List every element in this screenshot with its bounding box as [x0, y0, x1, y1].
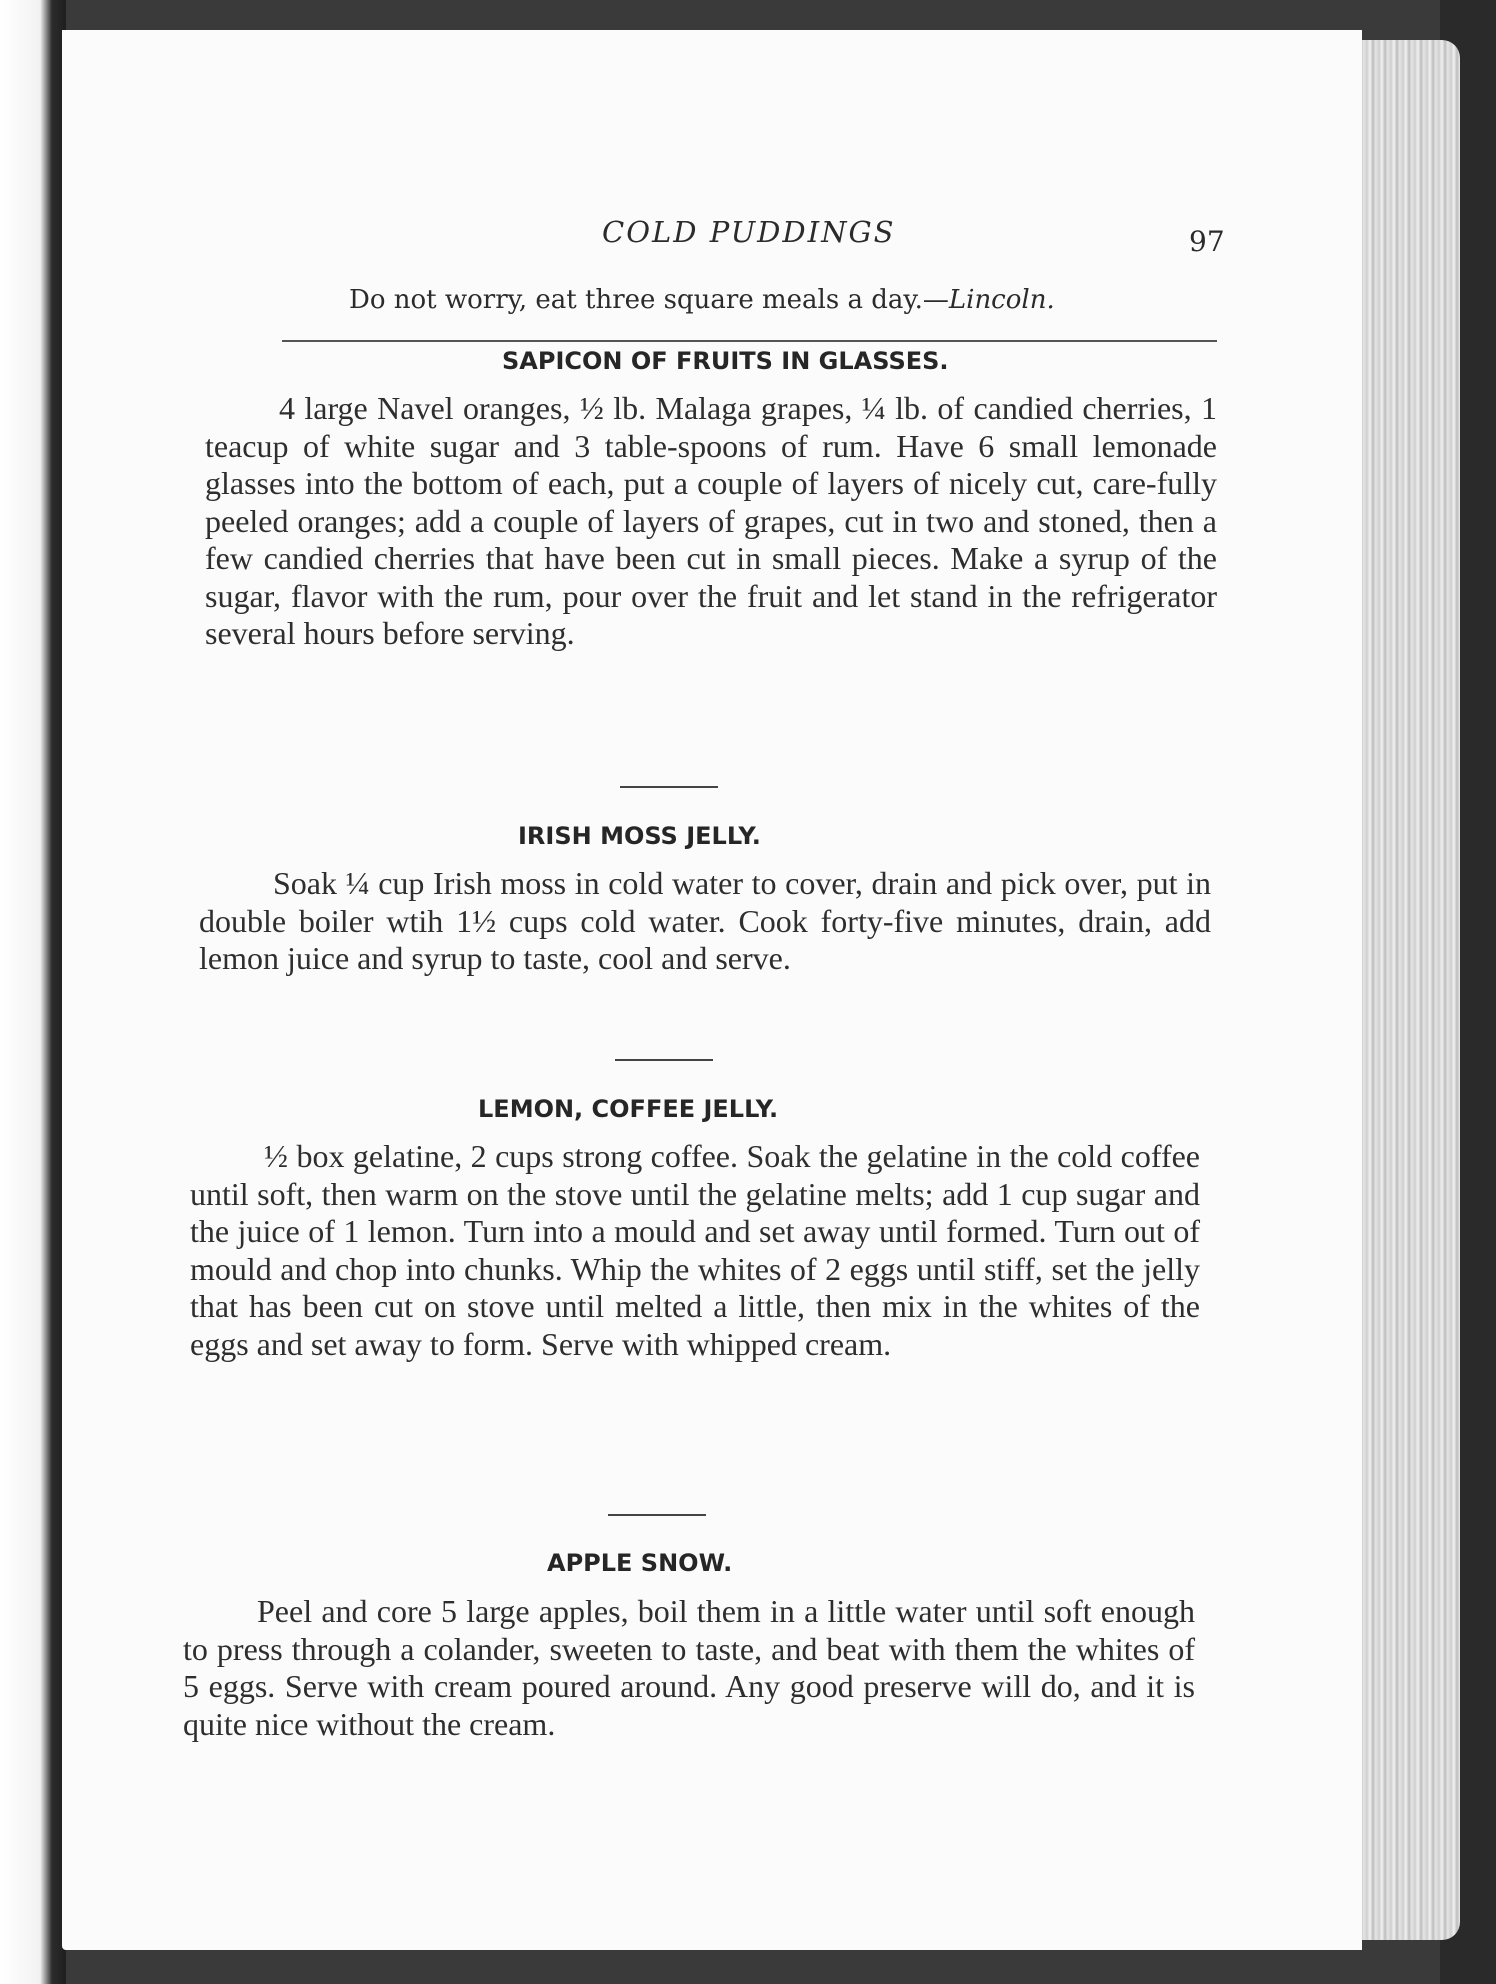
motto-text: Do not worry, eat three square meals a day.—	[349, 285, 949, 315]
recipe-body-lemon-coffee: ½ box gelatine, 2 cups strong coffee. Soak the gelatine in the cold coffee until soft, then warm on the stove until the gelatine melts; add 1 cup sugar and the juice of 1 lemon. Turn into a mould and set away until formed. Turn out of mould and chop into chunks. Whip the whites of 2 eggs until stiff, set the jelly that has been cut on stove until melted a little, then mix in the whites of the eggs and set away to form. Serve with whipped cream.	[190, 1138, 1200, 1362]
motto-author: Lincoln.	[948, 285, 1055, 315]
header-rule	[282, 340, 1217, 342]
recipe-title-lemon-coffee: LEMON, COFFEE JELLY.	[478, 1095, 779, 1123]
page-number: 97	[1189, 225, 1225, 258]
recipe-body-sapicon: 4 large Navel oranges, ½ lb. Malaga grapes, ¼ lb. of candied cherries, 1 teacup of white sugar and 3 table-spoons of rum. Have 6 small lemonade glasses into the bottom of each, put a couple of layers of nicely cut, care-fully peeled oranges; add a couple of layers of grapes, cut in two and stoned, then a few candied cherries that have been cut in small pieces. Make a syrup of the sugar, flavor with the rum, pour over the fruit and let stand in the refrigerator several hours before serving.	[205, 390, 1217, 651]
separator-rule	[608, 1514, 706, 1516]
recipe-title-sapicon: SAPICON OF FRUITS IN GLASSES.	[502, 347, 949, 375]
recipe-body-apple-snow: Peel and core 5 large apples, boil them in a little water until soft enough to press through a colander, sweeten to taste, and beat with them the whites of 5 eggs. Serve with cream poured around. Any good preserve will do, and it is quite nice without the cream.	[183, 1593, 1195, 1742]
separator-rule	[615, 1059, 713, 1061]
running-head: COLD PUDDINGS	[602, 215, 896, 249]
book-binding	[0, 0, 66, 1984]
recipe-title-apple-snow: APPLE SNOW.	[547, 1549, 733, 1577]
separator-rule	[620, 786, 718, 788]
book-page	[62, 30, 1362, 1950]
recipe-title-irish-moss: IRISH MOSS JELLY.	[518, 822, 761, 850]
recipe-body-irish-moss: Soak ¼ cup Irish moss in cold water to cover, drain and pick over, put in double boiler wtih 1½ cups cold water. Cook forty-five minutes, drain, add lemon juice and syrup to taste, cool and serve.	[199, 865, 1211, 976]
motto	[349, 285, 1154, 315]
